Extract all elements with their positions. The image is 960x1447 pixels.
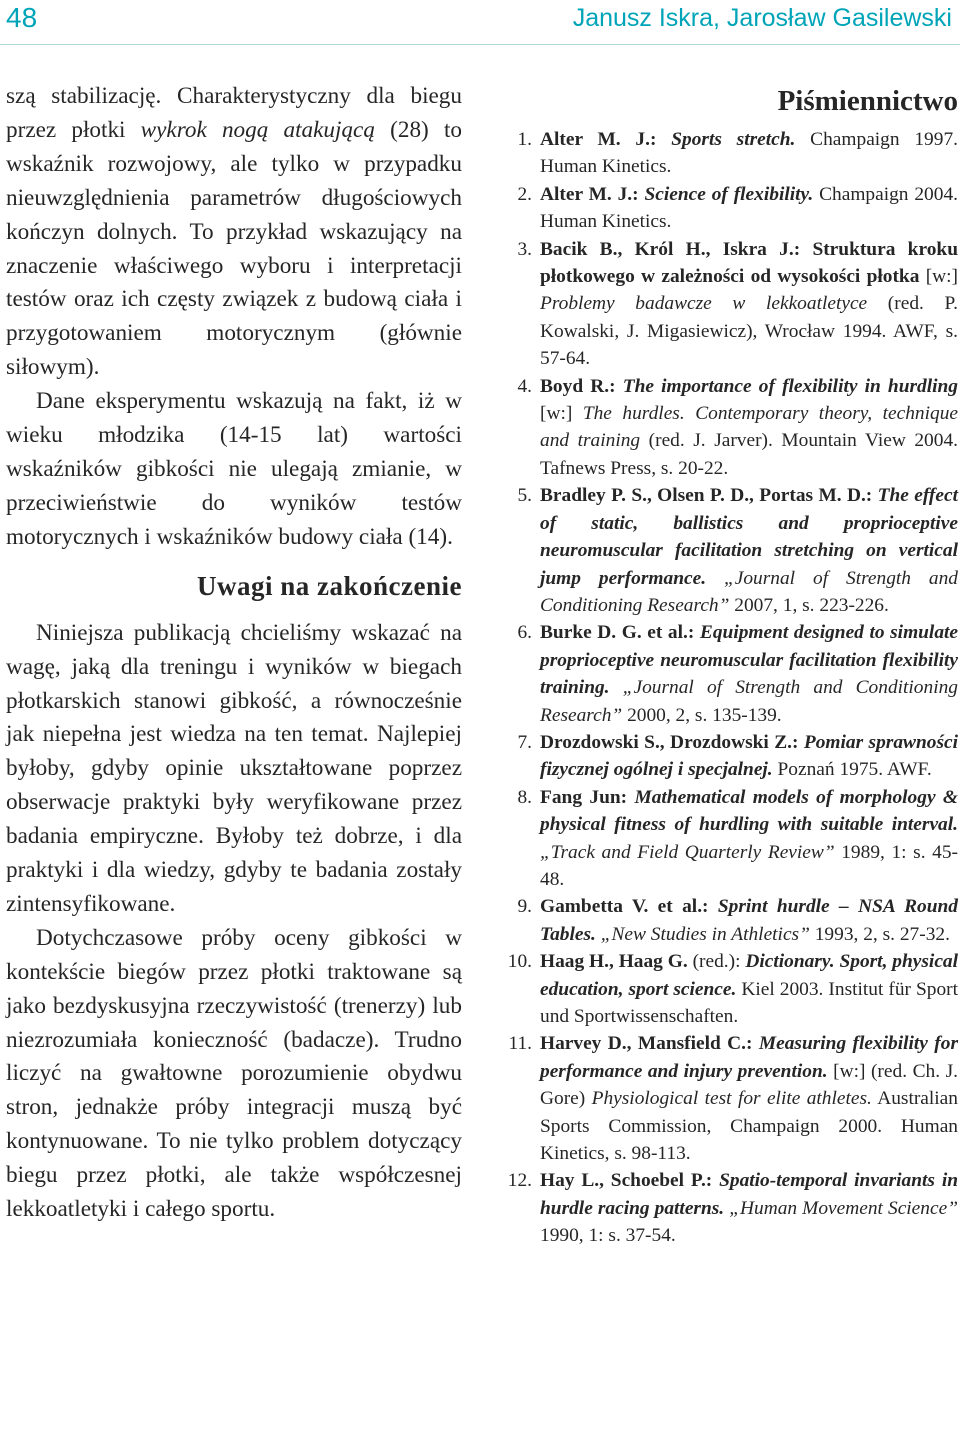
section-title: Uwagi na zakończenie (197, 570, 462, 601)
reference-list (498, 126, 958, 1250)
bibliography-title: Piśmiennictwo (777, 85, 958, 117)
reference-item: 5. Bradley P. S., Olsen P. D., Portas M. D.: The effect of static, ballistics and proprioceptive neuromuscular facilitation stretching on vertical jump performance. „Journal of Strength and Conditioning Research” 2007, 1, s. 223-226. (517, 485, 958, 616)
bibliography-column (498, 84, 958, 1250)
reference-item: 11. Harvey D., Mansfield C.: Measuring flexibility for performance and injury prevention. [w:] (red. Ch. J. Gore) Physiological test for elite athletes. Australian Sports Commission, Champaign 2000. Human Kinetics, s. 98-113. (508, 1033, 958, 1165)
reference-item: 6. Burke D. G. et al.: Equipment designed to simulate proprioceptive neuromuscular facilitation flexibility training. „Journal of Strength and Conditioning Research” 2000, 2, s. 135-139. (517, 622, 959, 726)
running-head-authors: Janusz Iskra, Jarosław Gasilewski (572, 4, 952, 32)
reference-item: 12. Hay L., Schoebel P.: Spatio-temporal invariants in hurdle racing patterns. „Human Movement Science” 1990, 1: s. 37-54. (507, 1170, 958, 1247)
reference-item: 8. Fang Jun: Mathematical models of morphology & physical fitness of hurdling with suitable interval. „Track and Field Quarterly Review” 1989, 1: s. 45-48. (517, 786, 958, 890)
main-text-column (6, 80, 462, 1227)
paragraph-2: Dane eksperymentu wskazują na fakt, iż w wieku młodzika (14-15 lat) wartości wskaźników gibkości nie ulegają zmianie, w przeciwieństwie do wyników testów motorycznych i wskaźników budowy ciała (14). (6, 388, 462, 550)
reference-item: 4. Boyd R.: The importance of flexibility in hurdling [w:] The hurdles. Contemporary theory, technique and training (red. J. Jarver). Mountain View 2004. Tafnews Press, s. 20-22. (517, 375, 958, 479)
paragraph-4: Dotychczasowe próby oceny gibkości w kontekście biegów przez płotki traktowane są jako bezdyskusyjna rzeczywistość (trenerzy) lub niezrozumiała konieczność (badacze). Trudno liczyć na gwałtowne porozumienie obydwu stron, jednakże próby integracji muszą być kontynuowane. To nie tylko problem dotyczący biegu przez płotki, ale także współczesnej lekkoatletyki i całego sportu. (6, 924, 462, 1223)
paragraph-1: szą stabilizację. Charakterystyczny dla biegu przez płotki wykrok nogą atakującą (28) to wskaźnik rozwojowy, ale tylko w przypadku nieuwzględnienia parametrów długościowych kończyn dolnych. To przykład wskazujący na znaczenie właściwego wyboru i interpretacji testów oraz ich częsty związek z budową ciała i przygotowaniem motorycznym (głównie siłowym). (6, 83, 462, 381)
reference-item: 2. Alter M. J.: Science of flexibility. Champaign 2004. Human Kinetics. (517, 183, 958, 233)
page-header (0, 0, 960, 45)
reference-item: 1. Alter M. J.: Sports stretch. Champaign 1997. Human Kinetics. (517, 129, 958, 178)
reference-item: 3. Bacik B., Król H., Iskra J.: Struktura kroku płotkowego w zależności od wysokości płotka [w:] Problemy badawcze w lekkoatletyce (red. P. Kowalski, J. Migasiewicz), Wrocław 1994. AWF, s. 57-64. (517, 238, 958, 370)
reference-item: 10. Haag H., Haag G. (red.): Dictionary. Sport, physical education, sport science. Kiel 2003. Institut für Sport und Sportwissenschaften. (507, 951, 959, 1027)
reference-item: 7. Drozdowski S., Drozdowski Z.: Pomiar sprawności fizycznej ogólnej i specjalnej. Poznań 1975. AWF. (517, 731, 958, 781)
page-number: 48 (6, 2, 38, 33)
reference-item: 9. Gambetta V. et al.: Sprint hurdle – NSA Round Tables. „New Studies in Athletics” 1993, 2, s. 27-32. (517, 896, 958, 945)
paragraph-3: Niniejsza publikacją chcieliśmy wskazać na wagę, jaką dla treningu i wyników w biegach płotkarskich stanowi gibkość, a równocześnie jak niepełna jest wiedza na ten temat. Najlepiej byłoby, gdyby opinie ukształtowane poprzez obserwacje praktyki były weryfikowane przez badania empiryczne. Byłoby też dobrze, i dla praktyki i dla wiedzy, gdyby te badania zostały zintensyfikowane. (6, 619, 462, 917)
